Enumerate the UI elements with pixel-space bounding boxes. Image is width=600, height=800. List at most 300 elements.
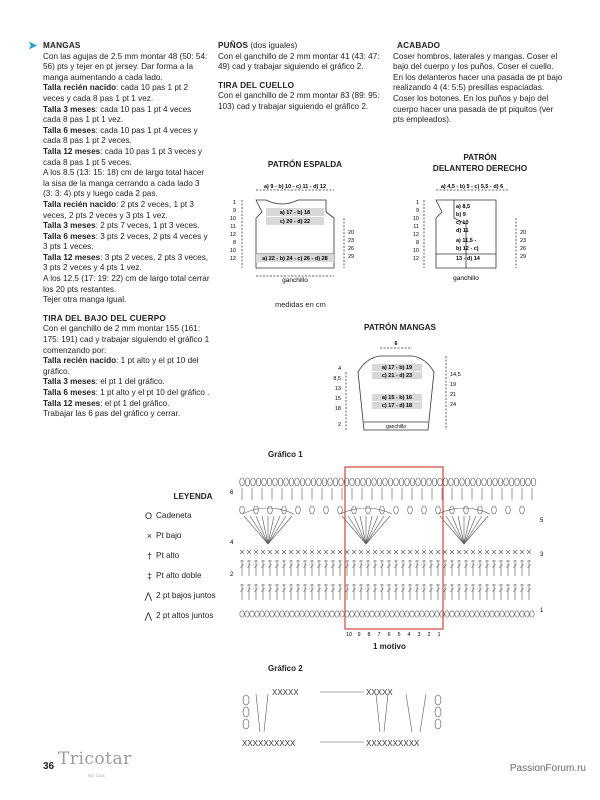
delantero-diagram-title: PATRÓN DELANTERO DERECHO [432, 153, 528, 173]
chain-icon [498, 478, 503, 486]
mangas-intro: Con las agujas de 2.5 mm montar 48 (50: 54: 56) pts y tejer en pt jersey. Dar forma a la manga aumentando a cada lado. [43, 51, 208, 82]
double-crochet-icon [429, 560, 433, 576]
double-crochet-icon [373, 560, 377, 576]
chain-icon [317, 478, 322, 486]
espalda-right-nums [348, 230, 354, 260]
delantero-left-nums [413, 200, 419, 262]
legend-item: ‡ Pt alto doble [118, 567, 268, 587]
delantero-top-label: a) 4,5 - b) 5 - c) 5,5 - d) 6 [440, 184, 504, 190]
legend-item: × Pt bajo [118, 527, 268, 547]
svg-text:20: 20 [520, 230, 527, 236]
double-crochet-icon [401, 560, 405, 576]
single-crochet-icon [275, 550, 279, 554]
svg-text:21: 21 [450, 392, 457, 398]
chain-icon [254, 506, 259, 514]
chain-icon [405, 478, 410, 486]
chain-icon [421, 478, 426, 486]
chain-icon [295, 611, 299, 617]
double-crochet-icon [240, 584, 244, 600]
double-crochet-icon [422, 560, 426, 576]
svg-text:XXXXXXXXXX: XXXXXXXXXX [366, 739, 420, 748]
chain-icon [340, 611, 344, 617]
chain-icon [482, 478, 487, 486]
chain-icon [492, 506, 497, 514]
grafico2-rows [242, 688, 420, 748]
svg-text:a) 11,5 -: a) 11,5 - [456, 238, 477, 244]
chain-icon [410, 478, 415, 486]
double-crochet-icon [303, 560, 307, 576]
delantero-ganchillo-label: ganchillo [453, 275, 479, 282]
grafico1-bottom-nums [346, 632, 441, 638]
chain-icon [310, 506, 315, 514]
single-crochet-icon [443, 550, 447, 554]
double-crochet-icon [317, 584, 321, 600]
single-crochet-icon [422, 550, 426, 554]
chain-icon [460, 478, 465, 486]
double-crochet-icon [422, 584, 426, 600]
double-crochet-icon [457, 560, 461, 576]
legend-item: ⋀ 2 pt altos juntos [118, 607, 268, 627]
mangas-schematic [328, 338, 478, 438]
chain-icon [365, 611, 369, 617]
svg-text:XXXXX: XXXXX [366, 688, 393, 697]
manga-left-nums [333, 366, 341, 428]
size-block: Talla 3 meses: cada 10 pas 1 pt 4 veces cada 8 pas 1 pt 1 vez. [43, 104, 192, 125]
single-crochet-icon [387, 550, 391, 554]
chain-icon [300, 478, 305, 486]
size-block: Talla 6 meses: 3 pts 2 veces, 2 pts 4 veces y 3 pts 1 veces. [43, 231, 208, 252]
svg-text:8: 8 [232, 240, 236, 246]
chain-icon [335, 611, 339, 617]
svg-text:c) 17 - d) 18: c) 17 - d) 18 [381, 403, 413, 409]
single-crochet-icon [303, 550, 307, 554]
chain-icon [260, 611, 264, 617]
single-crochet-icon [352, 550, 356, 554]
grafico1-left-nums [230, 490, 234, 578]
svg-text:14,5: 14,5 [450, 372, 461, 378]
double-crochet-icon [450, 560, 454, 576]
mangas-heading: MANGAS [43, 41, 81, 50]
double-crochet-icon [261, 584, 265, 600]
chain-icon [504, 478, 509, 486]
chain-icon [445, 611, 449, 617]
chain-icon [435, 695, 441, 705]
sisa-blocks [43, 200, 211, 274]
double-crochet-icon [394, 584, 398, 600]
single-crochet-icon [373, 550, 377, 554]
double-crochet-icon [457, 584, 461, 600]
double-crochet-icon [254, 584, 258, 600]
mangas-diagram-title: PATRÓN MANGAS [363, 323, 436, 332]
chain-icon [377, 478, 382, 486]
chain-icon [339, 478, 344, 486]
chain-icon [520, 611, 524, 617]
svg-text:2: 2 [427, 632, 431, 638]
chain-icon [290, 611, 294, 617]
double-crochet-icon [254, 560, 258, 576]
chain-icon [480, 611, 484, 617]
chain-icon [464, 506, 469, 514]
chain-icon [408, 506, 413, 514]
double-crochet-icon [527, 584, 531, 600]
size-block: Talla 6 meses: 1 pt alto y el pt 10 del gráfico . [43, 388, 210, 397]
double-crochet-icon [485, 584, 489, 600]
double-crochet-icon [464, 584, 468, 600]
chain-icon [330, 611, 334, 617]
chain-icon [388, 478, 393, 486]
chain-icon [284, 478, 289, 486]
sisa-paragraph: A los 8.5 (13: 15: 18) cm de largo total hacer la sisa de la manga cerrando a cada lado 3 (3: 3: 4) pts y luego cada 2 pas. [43, 168, 205, 199]
chain-icon [243, 719, 249, 729]
chain-icon [280, 611, 284, 617]
double-crochet-icon [429, 584, 433, 600]
double-crochet-icon [240, 560, 244, 576]
chain-icon [465, 611, 469, 617]
chain-icon [324, 506, 329, 514]
double-crochet-icon [520, 584, 524, 600]
chain-icon [515, 611, 519, 617]
double-crochet-icon [352, 584, 356, 600]
fan-stitch [268, 516, 292, 544]
svg-text:6: 6 [230, 490, 234, 496]
chain-icon [520, 506, 525, 514]
chain-icon [306, 478, 311, 486]
size-block: Talla 12 meses: el pt 1 del gráfico. [43, 398, 170, 408]
svg-text:11: 11 [230, 224, 236, 230]
double-crochet-icon [380, 584, 384, 600]
cuello-text: Con el ganchillo de 2 mm montar 83 (89: 95: 103) cad y trabajar siguiendo el gráfico 2. [218, 91, 380, 111]
double-crochet-icon [401, 584, 405, 600]
double-crochet-icon [282, 584, 286, 600]
chain-icon: O [144, 511, 152, 522]
delantero-row-labels [456, 204, 481, 262]
svg-text:12: 12 [412, 256, 419, 262]
chain-icon [425, 611, 429, 617]
double-crochet-icon [373, 584, 377, 600]
fan-stitch [366, 516, 390, 544]
size-block: Talla recién nacido: cada 10 pas 1 pt 2 veces y cada 8 pas 1 pt 1 vez. [43, 83, 189, 103]
chain-icon [295, 478, 300, 486]
chain-icon [320, 611, 324, 617]
svg-text:b) 12 - c): b) 12 - c) [456, 246, 479, 252]
double-crochet-icon [394, 560, 398, 576]
punos-text: Con el ganchillo de 2 mm montar 41 (43: 47: 49) cad y trabajar siguiendo el gráfico 2. [218, 51, 380, 72]
tira-bajo-intro: Con el ganchillo de 2 mm montar 155 (161: 175: 191) cad y trabajar siguiendo el gráfico 1 comenzando por: [43, 324, 210, 355]
double-crochet-icon [345, 560, 349, 576]
mangas-blocks [43, 83, 211, 168]
chain-icon [355, 478, 360, 486]
chain-icon [435, 707, 441, 717]
svg-text:4: 4 [407, 632, 411, 638]
size-block: Talla 12 meses: cada 10 pas 1 pt 3 veces y cada 8 pas 1 pt 5 veces. [43, 146, 203, 167]
chain-icon [394, 478, 399, 486]
single-crochet-icon [506, 550, 510, 554]
chain-icon [455, 611, 459, 617]
fan-stitch [354, 516, 366, 544]
chain-icon [262, 478, 267, 486]
chain-icon [435, 611, 439, 617]
svg-text:1: 1 [437, 632, 441, 638]
chain-icon [372, 478, 377, 486]
chain-icon [399, 478, 404, 486]
single-crochet-icon [324, 550, 328, 554]
svg-text:26: 26 [520, 246, 527, 252]
svg-text:20: 20 [348, 230, 355, 236]
single-crochet-icon [499, 550, 503, 554]
double-crochet-icon [331, 560, 335, 576]
chain-icon [487, 478, 492, 486]
double-crochet-icon [506, 560, 510, 576]
svg-text:10: 10 [229, 248, 236, 254]
chain-icon [267, 478, 272, 486]
double-crochet-icon [506, 584, 510, 600]
double-crochet-icon [485, 560, 489, 576]
tira-bajo-heading: TIRA DEL BAJO DEL CUERPO [43, 313, 166, 323]
single-crochet-icon [485, 550, 489, 554]
manga-right-nums [450, 372, 461, 408]
double-crochet-icon [310, 560, 314, 576]
legend-item: ⋀ 2 pt bajos juntos [118, 587, 268, 607]
grafico1-right-nums [540, 518, 544, 614]
svg-text:a) 15 - b) 16: a) 15 - b) 16 [381, 395, 413, 401]
svg-text:c) 21 - d) 23: c) 21 - d) 23 [381, 373, 413, 379]
tira-closing: Trabajar las 6 pas del gráfico y cerrar. [43, 409, 181, 419]
chain-icon [506, 506, 511, 514]
punos-heading: PUÑOS (dos iguales) [218, 41, 298, 50]
single-crochet-icon [247, 550, 251, 554]
svg-text:26: 26 [348, 246, 355, 252]
espalda-row-label: c) 20 - d) 22 [279, 219, 311, 225]
chain-icon [465, 478, 470, 486]
single-crochet-icon [394, 550, 398, 554]
svg-text:1: 1 [232, 200, 236, 206]
chain-icon [436, 506, 441, 514]
manga-ganchillo-label: ganchillo [386, 424, 406, 430]
chain-icon [355, 611, 359, 617]
fan-stitch [244, 516, 268, 544]
svg-text:d) 11: d) 11 [456, 228, 469, 234]
svg-text:4: 4 [337, 366, 341, 372]
single-crochet-icon [408, 550, 412, 554]
chain-icon [311, 478, 316, 486]
chain-icon [350, 478, 355, 486]
manga-row-labels [382, 365, 412, 409]
chain-icon [255, 611, 259, 617]
chain-icon [450, 506, 455, 514]
chain-icon [460, 611, 464, 617]
delantero-right-nums [520, 230, 526, 260]
double-crochet-icon [464, 560, 468, 576]
double-crochet-icon [261, 560, 265, 576]
svg-text:9: 9 [357, 632, 361, 638]
size-block: Talla recién nacido: 2 pts 2 veces, 1 pt 3 veces, 2 pts 2 veces y 3 pts 1 vez. [43, 199, 194, 220]
single-crochet-icon [338, 550, 342, 554]
page-number: 36 [43, 761, 55, 772]
single-crochet-icon [492, 550, 496, 554]
chain-icon [310, 611, 314, 617]
chain-icon [420, 611, 424, 617]
chain-icon [300, 611, 304, 617]
single-crochet-icon [282, 550, 286, 554]
double-crochet-icon [513, 584, 517, 600]
svg-text:10: 10 [345, 632, 353, 638]
chain-icon [435, 719, 441, 729]
chain-icon [526, 478, 531, 486]
double-crochet-icon [345, 584, 349, 600]
chain-icon [245, 478, 250, 486]
svg-text:23: 23 [348, 238, 355, 244]
svg-text:12: 12 [229, 232, 236, 238]
single-crochet-icon [457, 550, 461, 554]
chain-icon [243, 695, 249, 705]
double-crochet-icon [387, 560, 391, 576]
chain-icon [250, 611, 254, 617]
section-arrow-icon: ➤ [28, 40, 38, 52]
double-crochet-icon [338, 560, 342, 576]
fan-stitch [366, 516, 378, 544]
chain-icon [315, 611, 319, 617]
chain-icon [278, 478, 283, 486]
chain-icon [430, 611, 434, 617]
chain-icon [296, 506, 301, 514]
svg-text:5: 5 [397, 632, 401, 638]
svg-text:a) 17 - b) 19: a) 17 - b) 19 [381, 365, 413, 371]
chain-icon [515, 478, 520, 486]
chain-icon [256, 478, 261, 486]
double-crochet-icon [471, 560, 475, 576]
chain-icon [427, 478, 432, 486]
double-crochet-icon [289, 584, 293, 600]
single-crochet-icon [268, 550, 272, 554]
double-crochet-icon [317, 560, 321, 576]
double-crochet-icon [338, 584, 342, 600]
svg-text:12: 12 [229, 256, 236, 262]
chain-icon [338, 506, 343, 514]
fan-stitch [464, 516, 488, 544]
double-crochet-icon [478, 560, 482, 576]
chain-icon [438, 478, 443, 486]
single-crochet-icon [310, 550, 314, 554]
single-crochet-icon [331, 550, 335, 554]
chain-icon [476, 478, 481, 486]
svg-text:3: 3 [417, 632, 421, 638]
chain-icon [449, 478, 454, 486]
chain-icon [395, 611, 399, 617]
chain-icon [275, 611, 279, 617]
svg-text:c) 10: c) 10 [456, 220, 469, 226]
dc2tog-icon: ⋀ [144, 611, 152, 622]
double-crochet-icon [387, 584, 391, 600]
manga-top-label: 6 [394, 341, 398, 347]
brand-subtitle: ED. 1234 [88, 773, 105, 778]
double-crochet-icon: † [146, 551, 152, 562]
column-1 [43, 41, 211, 420]
svg-text:9: 9 [415, 208, 419, 214]
svg-text:8: 8 [415, 240, 419, 246]
double-crochet-icon [415, 560, 419, 576]
tira-blocks [43, 356, 211, 409]
grafico1-chart [228, 464, 558, 644]
double-crochet-icon [436, 560, 440, 576]
single-crochet-icon [359, 550, 363, 554]
svg-text:8: 8 [367, 632, 371, 638]
single-crochet-icon [429, 550, 433, 554]
legend-item: † Pt alto [118, 547, 268, 567]
double-crochet-icon [268, 560, 272, 576]
double-crochet-icon [310, 584, 314, 600]
double-crochet-icon [408, 584, 412, 600]
motivo-box [345, 467, 443, 629]
double-crochet-icon [275, 584, 279, 600]
double-crochet-icon [275, 560, 279, 576]
chain-icon [415, 611, 419, 617]
double-crochet-icon [527, 560, 531, 576]
legend-title: LEYENDA [173, 492, 213, 501]
double-crochet-icon [443, 560, 447, 576]
chain-icon [422, 506, 427, 514]
chain-icon [416, 478, 421, 486]
espalda-left-nums [230, 200, 236, 262]
acabado-heading: ACABADO [397, 41, 441, 50]
chain-icon [432, 478, 437, 486]
double-crochet-icon [282, 560, 286, 576]
grafico1-title: Gráfico 1 [268, 450, 303, 459]
chain-icon [510, 611, 514, 617]
fan-stitch [268, 516, 280, 544]
svg-text:1: 1 [540, 608, 544, 614]
chain-icon [485, 611, 489, 617]
chain-icon [366, 478, 371, 486]
chain-icon [325, 611, 329, 617]
single-crochet-icon [380, 550, 384, 554]
double-crochet-icon [408, 560, 412, 576]
chain-icon [322, 478, 327, 486]
single-crochet-icon [415, 550, 419, 554]
chain-icon [352, 506, 357, 514]
watermark: PassionForum.ru [509, 763, 586, 774]
chain-icon [333, 478, 338, 486]
single-crochet-icon [261, 550, 265, 554]
chain-icon [328, 478, 333, 486]
chain-icon [531, 478, 536, 486]
svg-text:b) 9: b) 9 [456, 212, 466, 218]
chain-icon [505, 611, 509, 617]
chain-icon [450, 611, 454, 617]
chain-icon [475, 611, 479, 617]
single-crochet-icon [520, 550, 524, 554]
svg-text:a) 8,5: a) 8,5 [456, 204, 471, 210]
medidas-label: medidas en cm [275, 300, 326, 309]
chain-icon [366, 506, 371, 514]
chain-icon [251, 478, 256, 486]
grafico2-chart [236, 680, 446, 750]
svg-text:11: 11 [413, 224, 419, 230]
double-crochet-icon [331, 584, 335, 600]
svg-text:9: 9 [232, 208, 236, 214]
fan-stitch [452, 516, 464, 544]
espalda-ganchillo-label: ganchillo [282, 277, 308, 284]
double-crochet-icon [268, 584, 272, 600]
size-block: Talla 3 meses: el pt 1 del gráfico. [43, 377, 165, 387]
chain-icon [243, 707, 249, 717]
chain-icon [495, 611, 499, 617]
treble-crochet-icon: ‡ [146, 571, 152, 582]
single-crochet-icon [436, 550, 440, 554]
fan-stitch [256, 516, 268, 544]
double-crochet-icon [247, 584, 251, 600]
brand-logo: Tricotar [58, 749, 132, 769]
chain-icon [383, 478, 388, 486]
